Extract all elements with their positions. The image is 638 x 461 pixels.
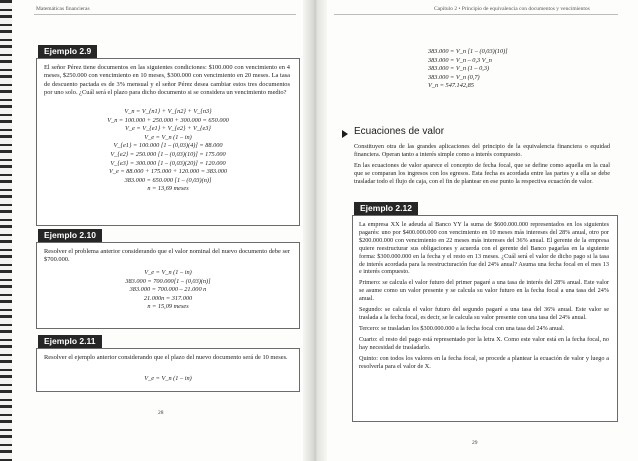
math-line: V_{e2} = 250.000 [1 – (0,03)(10)] = 175.000 <box>110 150 226 158</box>
paragraph: Tercero: se trasladan los $300.000.000 a la fecha focal con una tasa del 24% anual. <box>359 324 565 332</box>
example-statement: Resolver el problema anterior considerando que el valor nominal del nuevo documento debe ser $700.000. <box>44 248 290 264</box>
paragraph: Primero: se calcula el valor futuro del primer pagaré a una tasa de interés del 28% anual. Este valor se asume como un valor presente y se calcula su valor futuro en la fecha focal a una tasa del 24% anual. <box>359 279 609 303</box>
math-line: V_e = 88.000 + 175.000 + 120.000 = 383.000 <box>108 168 228 176</box>
paragraph: Quinto: con todos los valores en la fecha focal, se procede a plantear la ecuación de valor y luego a resolverla para el valor de X. <box>359 354 609 370</box>
header-rule <box>334 14 618 15</box>
section-arrow-icon <box>342 130 348 138</box>
running-head-left: Matemáticas financieras <box>36 6 90 12</box>
math-line: 383.000 = V_n [1 – (0,03)(10)] <box>428 48 508 55</box>
math-line: n = 13,69 meses <box>147 185 189 193</box>
paragraph: Cuarto: el resto del pago está representado por la letra X. Como este valor está en la fecha focal, no hay necesidad de trasladarlo. <box>359 335 609 351</box>
math-line: V_e = V_n (1 – in) <box>144 269 192 276</box>
paragraph: La empresa XX le adeuda al Banco YY la suma de $600.000.000 representados en los siguientes pagarés: uno por $400.000.000 con vencimiento en 10 meses más intereses del 28% anual, otro por $200.000.000 con vencimiento en 22 meses más intereses del 36% anual. El gerente de la empresa quiere reestructurar sus obligaciones y acuerda con el gerente del Banco pagarlas en la siguiente forma: $300.000.000 en la fecha y el resto en 13 meses. ¿Cuál será el valor de dicho pago si la tasa de interés acordada para la reestructuración fue del 24% anual? Asuma una fecha focal en el mes 13 e interés compuesto. <box>359 221 609 276</box>
math-line: 383.000 = 700.000 – 21.000 n <box>129 286 207 294</box>
math-line: V_e = V_{e1} + V_{e2} + V_{e3} <box>125 125 211 133</box>
example-box <box>36 242 300 329</box>
math-line: V_n = 547.142,85 <box>428 82 474 90</box>
math-block <box>45 269 291 312</box>
math-line: 383.000 = V_n (0,7) <box>428 73 480 81</box>
math-block <box>428 48 608 91</box>
page-number: 28 <box>158 410 164 416</box>
example-statement: Resolver el ejemplo anterior considerando que el plazo del nuevo documento será de 10 meses. <box>44 354 288 361</box>
math-line: 383.000 = V_n (1 – 0,3) <box>428 65 490 73</box>
section-title: Ecuaciones de valor <box>354 126 445 137</box>
example-label: Ejemplo 2.9 <box>38 45 97 58</box>
math-line: V_e = V_n (1 – in) <box>144 375 192 382</box>
example-box <box>352 215 618 422</box>
example-statement: El señor Pérez tiene documentos en las siguientes condiciones: $100.000 con vencimiento en 4 meses, $250.000 con vencimiento en 10 meses, $300.000 con vencimiento en 20 meses. La tasa de descuento pactada es de 3% mensual y el señor Pérez desea cambiar estos tres documentos por uno solo. ¿Cuál será el plazo para dicho documento si se considera un vencimiento medio? <box>44 64 290 97</box>
math-line: V_n = V_{n1} + V_{n2} + V_{n3} <box>124 108 212 115</box>
left-page <box>14 0 304 461</box>
math-line: 383.000 = 700.000[1 – (0,03)(n)] <box>125 277 211 285</box>
math-line: V_n = 100.000 + 250.000 + 300.000 = 650.000 <box>107 116 229 124</box>
right-page <box>326 0 632 461</box>
math-line: V_{e1} = 100.000 [1 – (0,03)(4)] = 88.000 <box>113 142 223 150</box>
example-box <box>36 58 300 226</box>
math-block <box>45 108 291 194</box>
example-label: Ejemplo 2.12 <box>354 202 418 215</box>
example-box <box>36 348 300 392</box>
section-body <box>354 143 610 189</box>
page-number: 29 <box>472 440 478 446</box>
math-block <box>45 375 291 384</box>
math-line: 383.000 = V_n – 0,3 V_n <box>428 56 492 64</box>
math-line: V_{e3} = 300.000 [1 – (0,03)(20)] = 120.000 <box>110 159 226 167</box>
example-label: Ejemplo 2.10 <box>38 229 102 242</box>
math-line: V_e = V_n (1 – in) <box>144 133 192 141</box>
running-head-right: Capítulo 2 • Principio de equivalencia con documentos y vencimientos <box>434 6 590 12</box>
math-line: n = 15,09 meses <box>147 303 189 311</box>
example-label: Ejemplo 2.11 <box>38 335 102 348</box>
header-rule <box>34 14 296 15</box>
book-gutter <box>303 0 327 461</box>
paragraph: En las ecuaciones de valor aparece el concepto de fecha focal, que se define como aquella en la cual que se comparan los ingresos con los egresos. Esta fecha es acordada entre las partes y a ella se debe trasladar todo el flujo de caja, con el fin de plantear en ese punto la respectiva ecuación de valor. <box>354 161 610 185</box>
paragraph: Constituyen otra de las grandes aplicaciones del principio de la equivalencia financiera o equidad financiera. Operan tanto a interés simple como a interés compuesto. <box>354 143 610 158</box>
math-line: 383.000 = 650.000 [1 – (0,03)(n)] <box>124 176 212 184</box>
example-body <box>359 221 609 373</box>
spiral-binding <box>0 0 12 461</box>
paragraph: Segundo: se calcula el valor futuro del segundo pagaré a una tasa del 36% anual. Este valor se traslada a la fecha focal, es decir, se le calcula su valor presente con una tasa del 24% anual. <box>359 306 609 321</box>
math-line: 21.000n = 317.000 <box>143 294 193 302</box>
